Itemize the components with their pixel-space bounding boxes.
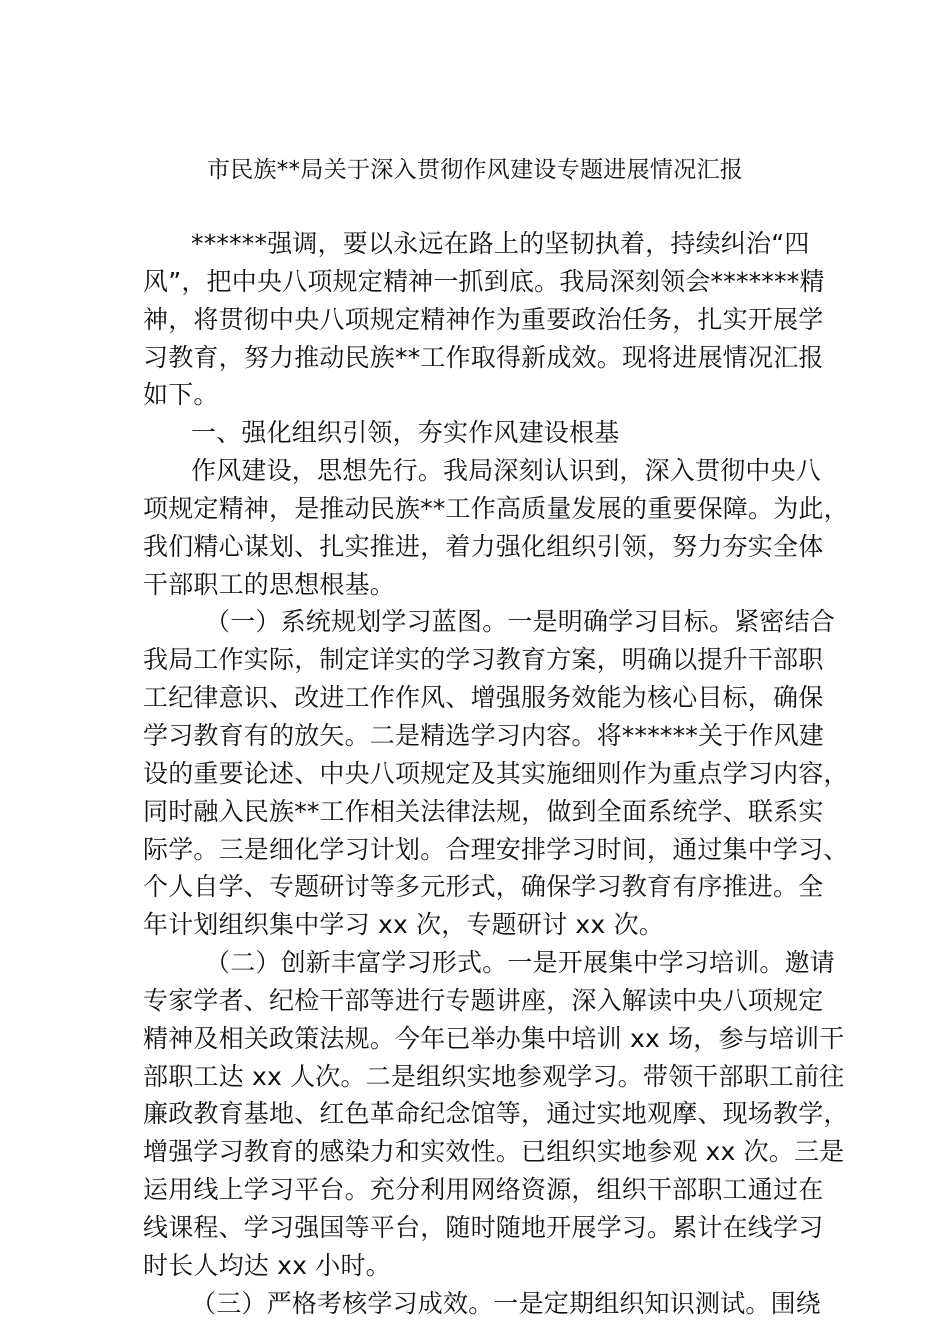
paragraph-line: 我局工作实际，制定详实的学习教育方案，明确以提升干部职 <box>143 645 824 675</box>
paragraph-line: 神，将贯彻中央八项规定精神作为重要政治任务，扎实开展学 <box>143 304 824 334</box>
section-heading: 一、强化组织引领，夯实作风建设根基 <box>191 418 620 448</box>
subsection-line: （三）严格考核学习成效。一是定期组织知识测试。围绕 <box>191 1288 822 1318</box>
paragraph-line: 时长人均达 xx 小时。 <box>143 1250 391 1280</box>
paragraph-line: 作风建设，思想先行。我局深刻认识到，深入贯彻中央八 <box>191 456 822 486</box>
paragraph-line: 廉政教育基地、红色革命纪念馆等，通过实地观摩、现场教学， <box>143 1099 849 1129</box>
document-title: 市民族**局关于深入贯彻作风建设专题进展情况汇报 <box>206 157 744 183</box>
paragraph-line: 际学。三是细化学习计划。合理安排学习时间，通过集中学习、 <box>143 834 849 864</box>
paragraph-line: 增强学习教育的感染力和实效性。已组织实地参观 xx 次。三是 <box>143 1137 845 1167</box>
paragraph-line: 精神及相关政策法规。今年已举办集中培训 xx 场，参与培训干 <box>143 1023 845 1053</box>
paragraph-line: 线课程、学习强国等平台，随时随地开展学习。累计在线学习 <box>143 1212 824 1242</box>
subsection-line: （二）创新丰富学习形式。一是开展集中学习培训。邀请 <box>205 948 836 978</box>
paragraph-line: 习教育，努力推动民族**工作取得新成效。现将进展情况汇报 <box>143 342 824 372</box>
paragraph-line: 我们精心谋划、扎实推进，着力强化组织引领，努力夯实全体 <box>143 531 824 561</box>
document-body <box>143 225 849 1322</box>
paragraph-line: 学习教育有的放矢。二是精选学习内容。将******关于作风建 <box>143 720 825 750</box>
paragraph-line: 风”，把中央八项规定精神一抓到底。我局深刻领会*******精 <box>143 266 825 296</box>
paragraph-line: 工纪律意识、改进工作作风、增强服务效能为核心目标，确保 <box>143 683 824 713</box>
paragraph-line: 个人自学、专题研讨等多元形式，确保学习教育有序推进。全 <box>143 872 824 902</box>
paragraph-line: 干部职工的思想根基。 <box>143 569 396 599</box>
paragraph-line: 年计划组织集中学习 xx 次，专题研讨 xx 次。 <box>143 910 664 940</box>
paragraph-line: 专家学者、纪检干部等进行专题讲座，深入解读中央八项规定 <box>143 985 824 1015</box>
paragraph-line: 如下。 <box>143 380 219 410</box>
paragraph-line: ******强调，要以永远在路上的坚韧执着，持续纠治“四 <box>191 229 810 258</box>
paragraph-line: 设的重要论述、中央八项规定及其实施细则作为重点学习内容， <box>143 758 849 788</box>
paragraph-line: 同时融入民族**工作相关法律法规，做到全面系统学、联系实 <box>143 796 824 826</box>
paragraph-line: 运用线上学习平台。充分利用网络资源，组织干部职工通过在 <box>143 1175 824 1205</box>
paragraph-line: 项规定精神，是推动民族**工作高质量发展的重要保障。为此， <box>143 493 849 523</box>
paragraph-line: 部职工达 xx 人次。二是组织实地参观学习。带领干部职工前往 <box>143 1061 845 1091</box>
subsection-line: （一）系统规划学习蓝图。一是明确学习目标。紧密结合 <box>205 607 836 637</box>
